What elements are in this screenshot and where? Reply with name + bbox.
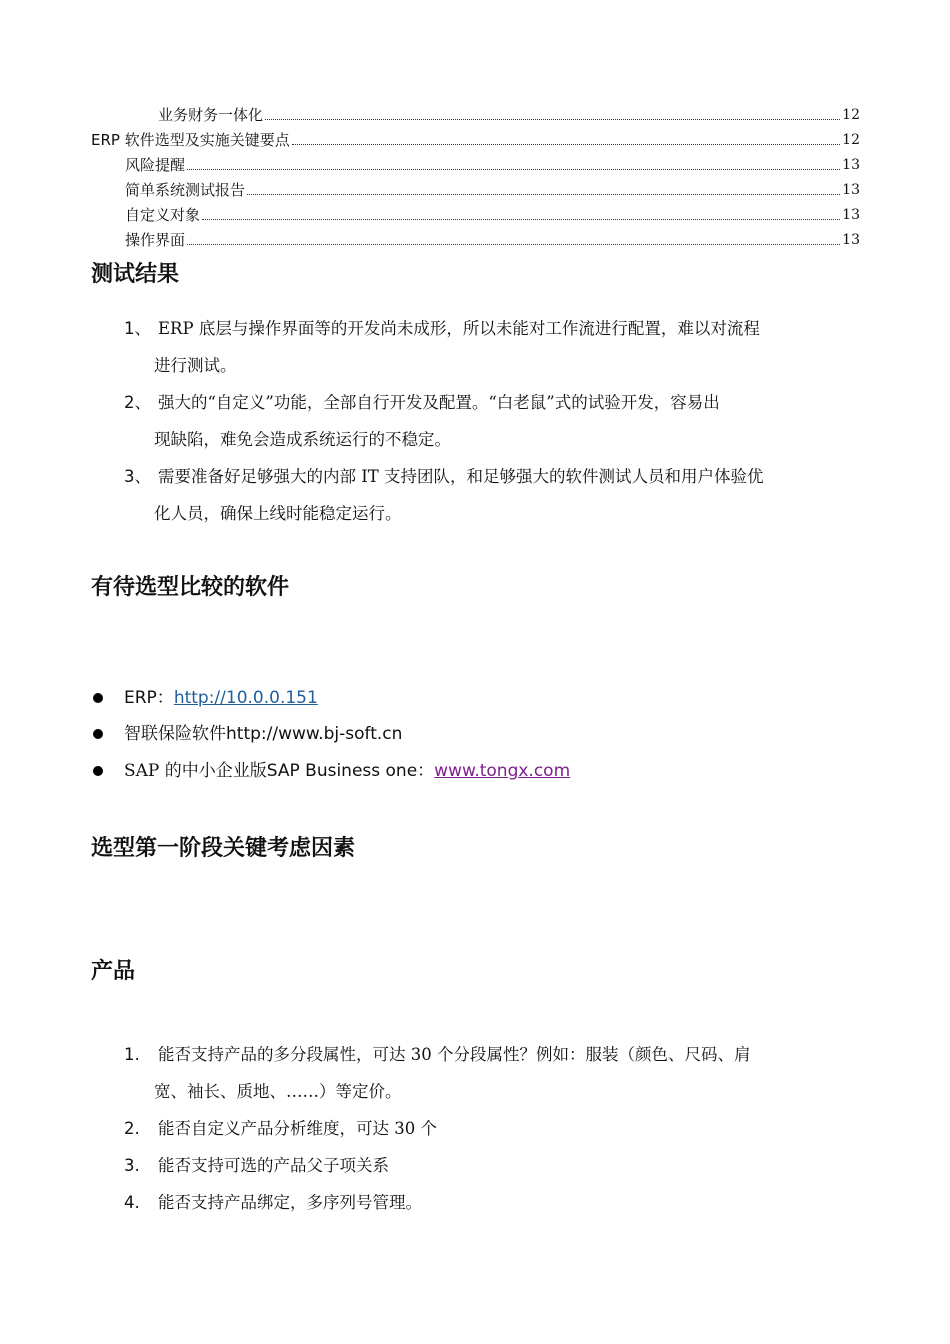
tongx-link[interactable]: www.tongx.com bbox=[434, 761, 571, 781]
toc-entry-title: ERP 软件选型及实施关键要点 bbox=[91, 131, 290, 149]
list-item bbox=[124, 1147, 860, 1184]
toc-entry-title: 操作界面 bbox=[125, 231, 186, 249]
list-text: 能否支持产品绑定，多序列号管理。 bbox=[158, 1193, 422, 1212]
bullet-item bbox=[93, 759, 570, 783]
toc-entry-page: 12 bbox=[842, 132, 860, 148]
list-item bbox=[124, 310, 860, 384]
toc-entry-title: 简单系统测试报告 bbox=[125, 181, 246, 199]
list-text: ERP 底层与操作界面等的开发尚未成形，所以未能对工作流进行配置，难以对流程 bbox=[158, 319, 760, 338]
toc-leader-dots bbox=[187, 168, 840, 170]
toc-leader-dots bbox=[202, 218, 840, 220]
list-text-continued: 现缺陷，难免会造成系统运行的不稳定。 bbox=[154, 430, 451, 449]
list-text: 能否支持可选的产品父子项关系 bbox=[158, 1156, 389, 1175]
list-number: 1. bbox=[124, 1045, 140, 1064]
list-text-continued: 进行测试。 bbox=[154, 356, 237, 375]
list-item bbox=[124, 384, 860, 458]
list-number: 2. bbox=[124, 1119, 140, 1138]
bullet-icon bbox=[93, 766, 103, 776]
list-text: 强大的“自定义”功能，全部自行开发及配置。“白老鼠”式的试验开发，容易出 bbox=[158, 393, 720, 412]
toc-entry[interactable] bbox=[125, 152, 860, 174]
list-text: 能否自定义产品分析维度，可达 30 个 bbox=[158, 1119, 437, 1138]
list-text: 需要准备好足够强大的内部 IT 支持团队，和足够强大的软件测试人员和用户体验优 bbox=[158, 467, 764, 486]
list-item bbox=[124, 1110, 860, 1147]
toc-entry-page: 13 bbox=[842, 182, 860, 198]
toc-leader-dots bbox=[247, 193, 840, 195]
toc-entry-page: 12 bbox=[842, 107, 860, 123]
bullet-item bbox=[93, 722, 402, 746]
list-number: 1、 bbox=[124, 319, 151, 338]
toc-leader-dots bbox=[187, 243, 840, 245]
toc-entry[interactable] bbox=[158, 102, 860, 124]
list-number: 2、 bbox=[124, 393, 151, 412]
toc-entry-title: 业务财务一体化 bbox=[158, 106, 264, 124]
toc-entry-page: 13 bbox=[842, 207, 860, 223]
list-text: 能否支持产品的多分段属性，可达 30 个分段属性？例如：服装（颜色、尺码、肩 bbox=[158, 1045, 751, 1064]
bullet-prefix: ERP： bbox=[124, 688, 174, 708]
list-text-continued: 宽、袖长、质地、……）等定价。 bbox=[154, 1082, 402, 1101]
toc-entry[interactable] bbox=[125, 227, 860, 249]
toc-entry[interactable] bbox=[125, 177, 860, 199]
erp-link[interactable]: http://10.0.0.151 bbox=[173, 688, 318, 708]
bullet-icon bbox=[93, 693, 103, 703]
toc-entry-title: 风险提醒 bbox=[125, 156, 186, 174]
bullet-text: SAP Business one： bbox=[266, 761, 435, 781]
list-number: 4. bbox=[124, 1193, 140, 1212]
toc-entry-page: 13 bbox=[842, 232, 860, 248]
bullet-icon bbox=[93, 729, 103, 739]
toc-entry-title: 自定义对象 bbox=[125, 206, 201, 224]
section-heading-key-factors: 选型第一阶段关键考虑因素 bbox=[91, 836, 356, 861]
toc-leader-dots bbox=[292, 143, 840, 145]
list-number: 3. bbox=[124, 1156, 140, 1175]
toc-entry[interactable] bbox=[125, 202, 860, 224]
list-number: 3、 bbox=[124, 467, 151, 486]
bullet-text: http://www.bj-soft.cn bbox=[226, 724, 403, 744]
list-item bbox=[124, 458, 860, 532]
bullet-prefix: 智联保险软件 bbox=[124, 724, 226, 744]
section-heading-candidate-software: 有待选型比较的软件 bbox=[91, 575, 290, 600]
toc-entry[interactable] bbox=[91, 127, 860, 149]
toc-leader-dots bbox=[265, 118, 840, 120]
toc-entry-page: 13 bbox=[842, 157, 860, 173]
list-item bbox=[124, 1184, 860, 1221]
section-heading-test-results: 测试结果 bbox=[91, 262, 180, 287]
list-text-continued: 化人员，确保上线时能稳定运行。 bbox=[154, 504, 402, 523]
list-item bbox=[124, 1036, 860, 1110]
bullet-item bbox=[93, 686, 318, 710]
bullet-prefix: SAP 的中小企业版 bbox=[124, 761, 267, 781]
section-heading-product: 产品 bbox=[91, 959, 136, 984]
